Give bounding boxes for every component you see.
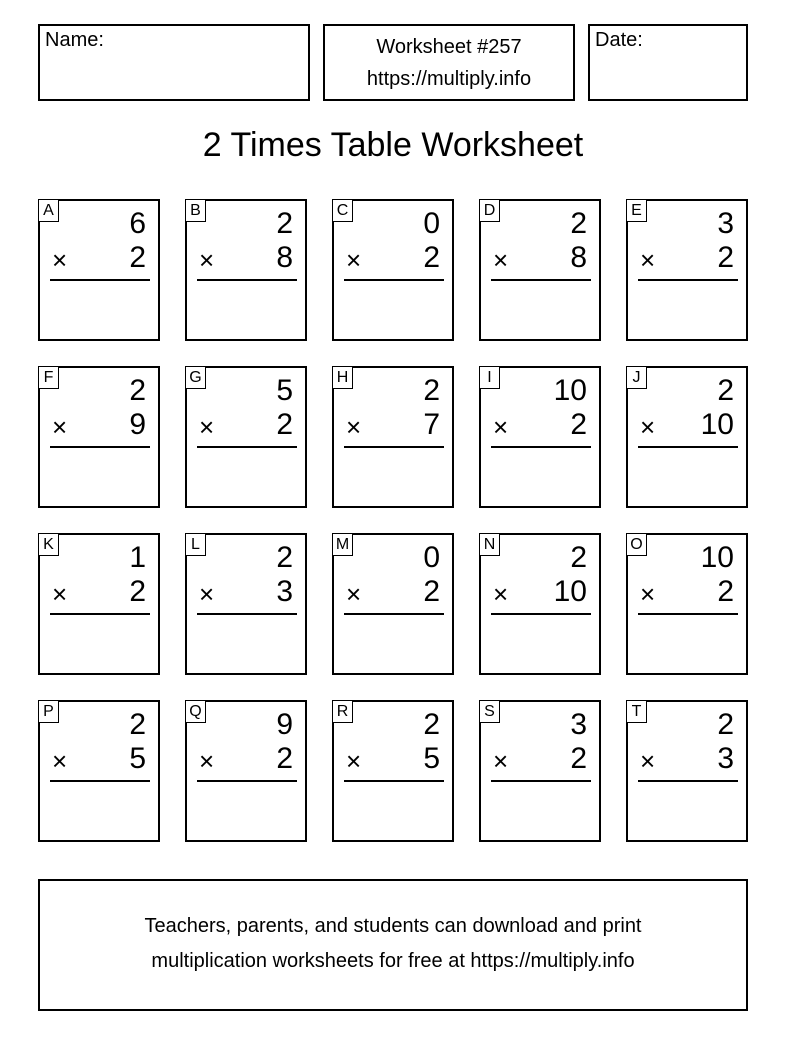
multiplicand: 10 [553, 374, 587, 407]
multiplicand: 3 [717, 207, 734, 240]
answer-line [344, 613, 444, 615]
problem-letter: R [333, 701, 353, 723]
multiplier: 7 [423, 408, 440, 441]
problem-letter: H [333, 367, 353, 389]
problem-letter: M [333, 534, 353, 556]
worksheet-info-box [323, 24, 575, 101]
problem-letter: A [39, 200, 59, 222]
date-box [588, 24, 748, 101]
problem-letter: I [480, 367, 500, 389]
times-sign: × [52, 746, 68, 776]
answer-line [50, 613, 150, 615]
answer-line [491, 279, 591, 281]
multiplicand: 2 [717, 374, 734, 407]
answer-line [344, 279, 444, 281]
multiplier: 5 [129, 742, 146, 775]
answer-line [50, 446, 150, 448]
problem-card [626, 700, 748, 842]
problem-card [479, 199, 601, 341]
times-sign: × [199, 746, 215, 776]
problem-letter: D [480, 200, 500, 222]
problem-letter: J [627, 367, 647, 389]
multiplier: 2 [423, 241, 440, 274]
problem-card [479, 366, 601, 508]
multiplicand: 2 [276, 207, 293, 240]
answer-line [197, 780, 297, 782]
problem-card [332, 366, 454, 508]
multiplier: 3 [276, 575, 293, 608]
times-sign: × [640, 412, 656, 442]
times-sign: × [199, 245, 215, 275]
multiplicand: 9 [276, 708, 293, 741]
multiplier: 2 [570, 742, 587, 775]
problem-letter: L [186, 534, 206, 556]
problem-card [38, 700, 160, 842]
footer-box [38, 879, 748, 1011]
multiplicand: 1 [129, 541, 146, 574]
worksheet-title: 2 Times Table Worksheet [202, 126, 584, 164]
times-sign: × [640, 245, 656, 275]
times-sign: × [346, 579, 362, 609]
problem-letter: N [480, 534, 500, 556]
multiplicand: 2 [570, 207, 587, 240]
multiplicand: 2 [717, 708, 734, 741]
problem-card [38, 533, 160, 675]
footer-line-2: multiplication worksheets for free at https://multiply.info [151, 950, 635, 972]
times-sign: × [52, 412, 68, 442]
problem-letter: C [333, 200, 353, 222]
name-box [38, 24, 310, 101]
worksheet-number: Worksheet #257 [376, 36, 522, 58]
answer-line [491, 780, 591, 782]
times-sign: × [52, 579, 68, 609]
problem-letter: O [627, 534, 647, 556]
times-sign: × [199, 579, 215, 609]
problem-letter: K [39, 534, 59, 556]
answer-line [491, 613, 591, 615]
problem-card [185, 199, 307, 341]
times-sign: × [640, 746, 656, 776]
problem-letter: E [627, 200, 647, 222]
answer-line [197, 446, 297, 448]
multiplier: 2 [276, 408, 293, 441]
problem-card [332, 700, 454, 842]
times-sign: × [493, 746, 509, 776]
multiplier: 2 [276, 742, 293, 775]
problem-letter: B [186, 200, 206, 222]
times-sign: × [52, 245, 68, 275]
problem-card [38, 366, 160, 508]
footer-line-1: Teachers, parents, and students can download and print [144, 915, 642, 937]
times-sign: × [493, 412, 509, 442]
times-sign: × [346, 746, 362, 776]
multiplicand: 10 [700, 541, 734, 574]
date-label: Date: [595, 29, 643, 51]
problem-card [479, 700, 601, 842]
answer-line [344, 780, 444, 782]
problem-card [185, 533, 307, 675]
problem-card [626, 199, 748, 341]
problem-card [626, 533, 748, 675]
problem-card [38, 199, 160, 341]
multiplier: 5 [423, 742, 440, 775]
times-sign: × [493, 579, 509, 609]
answer-line [197, 613, 297, 615]
answer-line [50, 780, 150, 782]
answer-line [638, 279, 738, 281]
multiplier: 8 [570, 241, 587, 274]
problem-letter: S [480, 701, 500, 723]
multiplicand: 6 [129, 207, 146, 240]
problem-letter: F [39, 367, 59, 389]
answer-line [491, 446, 591, 448]
problem-letter: P [39, 701, 59, 723]
multiplier: 2 [423, 575, 440, 608]
website-url: https://multiply.info [366, 68, 532, 90]
multiplier: 2 [129, 575, 146, 608]
multiplicand: 2 [423, 708, 440, 741]
multiplicand: 2 [129, 374, 146, 407]
multiplicand: 3 [570, 708, 587, 741]
multiplicand: 2 [129, 708, 146, 741]
name-label: Name: [45, 29, 104, 51]
multiplier: 2 [717, 575, 734, 608]
multiplicand: 2 [570, 541, 587, 574]
multiplicand: 5 [276, 374, 293, 407]
multiplicand: 2 [276, 541, 293, 574]
multiplier: 10 [553, 575, 587, 608]
times-sign: × [346, 245, 362, 275]
multiplicand: 0 [423, 541, 440, 574]
multiplier: 3 [717, 742, 734, 775]
problem-card [332, 199, 454, 341]
problem-letter: G [186, 367, 206, 389]
multiplicand: 0 [423, 207, 440, 240]
times-sign: × [199, 412, 215, 442]
multiplicand: 2 [423, 374, 440, 407]
times-sign: × [493, 245, 509, 275]
problem-card [626, 366, 748, 508]
multiplier: 2 [129, 241, 146, 274]
answer-line [638, 613, 738, 615]
answer-line [638, 780, 738, 782]
multiplier: 2 [570, 408, 587, 441]
answer-line [344, 446, 444, 448]
answer-line [197, 279, 297, 281]
answer-line [50, 279, 150, 281]
problem-letter: Q [186, 701, 206, 723]
problem-letter: T [627, 701, 647, 723]
multiplier: 10 [700, 408, 734, 441]
multiplier: 9 [129, 408, 146, 441]
answer-line [638, 446, 738, 448]
multiplier: 8 [276, 241, 293, 274]
times-sign: × [640, 579, 656, 609]
problem-card [185, 700, 307, 842]
times-sign: × [346, 412, 362, 442]
multiplier: 2 [717, 241, 734, 274]
problem-card [185, 366, 307, 508]
problem-card [332, 533, 454, 675]
problem-card [479, 533, 601, 675]
